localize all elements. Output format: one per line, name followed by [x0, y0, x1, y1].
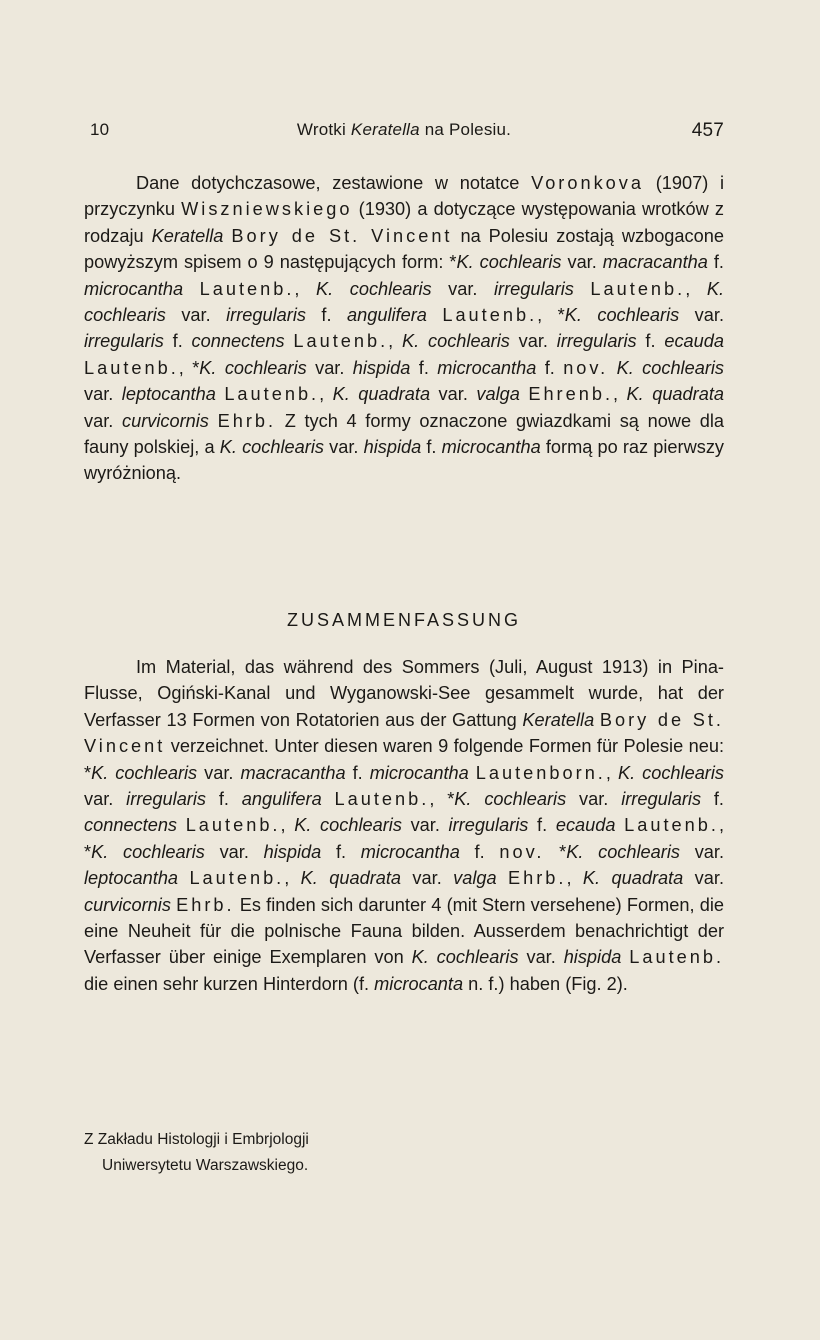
author-name: Lautenb. [334, 789, 430, 810]
species-name: K. cochlearis [199, 357, 307, 378]
text-run: , [284, 868, 301, 889]
text-run: var. [401, 868, 454, 889]
author-name: Lautenb. [189, 868, 285, 889]
text-run: f. [410, 357, 438, 378]
taxon-name: macracantha [602, 252, 708, 273]
author-name: Voronkova [531, 173, 645, 193]
author-name: Ehrenb. [528, 384, 614, 405]
text-run: , [319, 384, 333, 405]
text-run: na Polesiu zostają wzbogacone powyższym spisem o 9 następujących form: * [84, 225, 724, 273]
species-name: K. cochlearis [566, 841, 680, 862]
affiliation [84, 1127, 724, 1179]
affiliation-line-2: Uniwersytetu Warszawskiego. [102, 1157, 309, 1174]
text-run: var. [566, 789, 622, 810]
text-run: Im Material, das während des Sommers (Juli, August 1913) in Pina-Flusse, Ogiński-Kanal und Wyganowski-See gesammelt wurde, hat der Verfasser 13 Formen von Rotatorien aus der Gattung [84, 657, 724, 730]
species-name: K. quadrata [332, 384, 431, 405]
author-name: nov. [563, 357, 609, 378]
taxon-name: microcantha [369, 762, 469, 783]
text-run: , [280, 815, 295, 836]
text-run: var. [561, 252, 603, 273]
taxon-name: microcantha [437, 357, 537, 378]
taxon-name: hispida [563, 947, 622, 968]
text-run: var. [323, 437, 364, 458]
text-run: , [605, 762, 618, 783]
text-run: var. [518, 947, 564, 968]
text-run: (1907) i przyczynku [84, 173, 724, 220]
german-paragraph-text [84, 654, 724, 997]
text-run: var. [197, 762, 241, 783]
text-run: n. f.) haben (Fig. 2). [463, 973, 628, 994]
text-run: var. [430, 384, 477, 405]
text-run: var. [679, 841, 725, 862]
polish-paragraph-text [84, 170, 724, 487]
taxon-name: irregularis [84, 331, 164, 352]
author-name: Ehrb. [508, 868, 567, 889]
taxon-name: irregularis [494, 278, 574, 299]
text-run: f. [206, 789, 242, 810]
author-name: Bory de St. Vincent [231, 225, 453, 246]
species-name: K. cochlearis [616, 357, 725, 378]
taxon-name: angulifera [346, 305, 427, 326]
taxon-name: microcantha [441, 437, 541, 458]
author-name: Lautenb. [84, 357, 179, 378]
taxon-name: irregularis [621, 789, 702, 810]
text-run: , [294, 278, 317, 299]
running-title-end: na Polesiu. [424, 120, 512, 139]
text-run: f. [536, 357, 564, 378]
text-run: f. [707, 252, 724, 273]
species-name: K. cochlearis [219, 437, 324, 458]
text-run [427, 305, 442, 325]
taxon-name: macracantha [240, 762, 346, 783]
taxon-name: ecauda [664, 331, 724, 352]
text-run: f. [305, 305, 347, 326]
taxon-name: irregularis [126, 789, 207, 810]
text-run [574, 279, 591, 299]
text-run: var. [509, 331, 557, 352]
species-name: K. cochlearis [564, 305, 680, 326]
text-run: Es finden sich darunter 4 (mit Stern versehene) Formen, die eine Neuheit für die polnische Fauna bilden. Ausserdem benachrichtigt der Verfasser über einige Exemplaren von [84, 894, 724, 968]
species-name: K. cochlearis [411, 947, 519, 968]
species-name: K. quadrata [300, 868, 402, 889]
author-name: Lautenb. [590, 278, 686, 299]
species-name: K. cochlearis [456, 252, 562, 273]
text-run [177, 815, 186, 835]
text-run: Dane dotychczasowe, zestawione w notatce [136, 173, 532, 193]
taxon-name: curvicornis [121, 410, 209, 431]
text-run: die einen sehr kurzen Hinterdorn (f. [84, 973, 375, 994]
text-run: f. [528, 815, 556, 836]
author-name: nov. [499, 841, 545, 862]
taxon-name: connectens [191, 331, 285, 352]
author-name: Lautenb. [629, 947, 725, 968]
text-run: var. [401, 815, 449, 836]
text-run: f. [163, 331, 192, 352]
text-run: var. [165, 305, 227, 326]
running-title-start: Wrotki [296, 120, 346, 139]
text-run: , * [537, 305, 565, 326]
text-run: * [544, 841, 567, 862]
figure-number: 10 [90, 120, 110, 139]
running-title-genus: Keratella [350, 120, 420, 139]
page-number: 457 [691, 120, 724, 141]
genus-name: Keratella [151, 225, 224, 246]
taxon-name: connectens [84, 815, 178, 836]
species-name: K. cochlearis [402, 331, 510, 352]
author-name: Lautenb. [624, 815, 719, 836]
section-heading: ZUSAMMENFASSUNG [286, 610, 522, 630]
taxon-name: hispida [363, 437, 422, 458]
species-name: K. quadrata [582, 868, 684, 889]
species-name: K. cochlearis [91, 762, 198, 783]
text-run: var. [84, 410, 122, 431]
species-name: K. cochlearis [91, 841, 205, 862]
text-run: f. [345, 762, 370, 783]
species-name: K. cochlearis [294, 815, 402, 836]
author-name: Ehrb. [217, 410, 277, 431]
author-name: Lautenb. [224, 384, 320, 405]
taxon-name: hispida [352, 357, 411, 378]
text-run: var. [204, 841, 264, 862]
species-name: K. cochlearis [617, 762, 724, 783]
taxon-name: leptocantha [84, 868, 179, 889]
german-paragraph [84, 654, 724, 997]
text-run: , [685, 278, 707, 299]
text-run: (1930) a dotyczące występowania wrotków z rodzaju [84, 199, 724, 246]
taxon-name: leptocantha [121, 384, 216, 405]
running-title [84, 120, 724, 140]
species-name: K. cochlearis [84, 278, 724, 326]
text-run: var. [431, 278, 495, 299]
taxon-name: microcantha [360, 841, 460, 862]
author-name: Lautenb. [293, 331, 389, 352]
author-name: Bory de St. Vincent [84, 709, 724, 757]
text-run: , * [429, 789, 455, 810]
text-run [469, 763, 476, 783]
taxon-name: irregularis [226, 305, 306, 326]
author-name: Lautenb. [442, 305, 538, 326]
taxon-name: hispida [263, 841, 322, 862]
species-name: K. cochlearis [454, 789, 567, 810]
text-run: f. [701, 789, 724, 810]
text-run: formą po raz pierwszy wyróżnioną. [84, 437, 725, 484]
author-name: Lautenborn. [475, 762, 606, 783]
text-run [209, 411, 218, 431]
text-run: var. [683, 868, 724, 889]
author-name: Lautenb. [199, 278, 295, 299]
text-run [497, 868, 508, 888]
text-run: f. [636, 331, 665, 352]
genus-name: Keratella [522, 709, 595, 730]
taxon-name: ecauda [555, 815, 616, 836]
text-run: , * [84, 815, 725, 862]
taxon-name: curvicornis [84, 894, 171, 915]
taxon-name: angulifera [241, 789, 322, 810]
species-name: K. cochlearis [316, 278, 432, 299]
text-run [322, 789, 335, 809]
taxon-name: valga [453, 868, 497, 889]
taxon-name: irregularis [448, 815, 529, 836]
text-run: , [388, 331, 403, 352]
taxon-name: microcanta [374, 973, 464, 994]
text-run: var. [84, 384, 122, 405]
author-name: Wiszniewskiego [181, 199, 353, 220]
text-run: f. [459, 841, 500, 862]
polish-paragraph [84, 170, 724, 487]
taxon-name: valga [476, 384, 520, 405]
text-run: , [613, 384, 627, 405]
taxon-name: irregularis [556, 331, 637, 352]
text-run: var. [679, 305, 724, 326]
affiliation-line-1: Z Zakładu Histologji i Embrjologji [84, 1131, 309, 1148]
page-header [84, 116, 724, 146]
text-run [616, 815, 625, 835]
text-run: verzeichnet. Unter diesen waren 9 folgende Formen für Polesie neu: * [84, 736, 724, 783]
author-name: Lautenb. [185, 815, 281, 836]
author-name: Ehrb. [176, 894, 235, 915]
text-run: Z tych 4 formy oznaczone gwiazdkami są nowe dla fauny polskiej, a [84, 410, 724, 458]
taxon-name: microcantha [84, 278, 184, 299]
text-run: f. [321, 841, 361, 862]
species-name: K. quadrata [626, 384, 724, 405]
text-run: , * [178, 357, 200, 378]
text-run: , [566, 868, 583, 889]
text-run: var. [84, 789, 127, 810]
text-run [608, 358, 616, 378]
text-run: f. [421, 437, 442, 458]
text-run [183, 279, 200, 299]
text-run: var. [306, 357, 353, 378]
text-run [178, 868, 189, 888]
